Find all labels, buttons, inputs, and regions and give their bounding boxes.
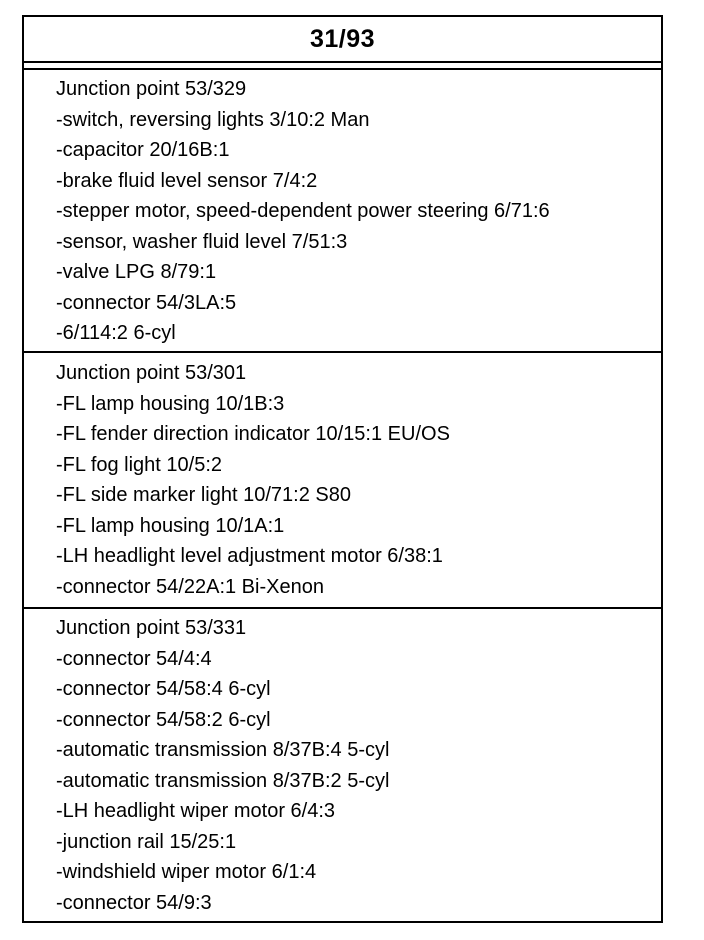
list-item: -connector 54/3LA:5 (56, 291, 237, 314)
list-item: -connector 54/4:4 (56, 647, 212, 670)
page-reference-header (24, 17, 661, 63)
list-item: -connector 54/9:3 (56, 891, 212, 914)
section-title: Junction point 53/331 (56, 617, 247, 639)
section-title: Junction point 53/329 (56, 78, 247, 100)
header-divider (24, 63, 661, 70)
junction-section-53-301 (24, 351, 661, 607)
list-item: -valve LPG 8/79:1 (56, 261, 217, 283)
list-item: -automatic transmission 8/37B:2 5-cyl (56, 769, 390, 792)
list-item: -sensor, washer fluid level 7/51:3 (56, 230, 348, 253)
list-item: -connector 54/58:4 6-cyl (56, 678, 271, 700)
list-item: -FL lamp housing 10/1B:3 (56, 392, 285, 415)
list-item: -FL fog light 10/5:2 (56, 453, 223, 476)
list-item: -FL side marker light 10/71:2 S80 (56, 484, 351, 506)
page-reference-label: 31/93 (309, 24, 376, 53)
list-item: -windshield wiper motor 6/1:4 (56, 861, 317, 883)
list-item: -LH headlight level adjustment motor 6/38:1 (56, 545, 443, 567)
list-item: -FL lamp housing 10/1A:1 (56, 514, 285, 537)
list-item: -6/114:2 6-cyl (56, 322, 176, 344)
list-item: -junction rail 15/25:1 (56, 830, 237, 853)
list-item: -brake fluid level sensor 7/4:2 (56, 169, 318, 192)
junction-point-table (22, 15, 663, 923)
junction-section-53-329 (24, 70, 661, 351)
list-item: -connector 54/58:2 6-cyl (56, 708, 271, 731)
list-item: -FL fender direction indicator 10/15:1 EU/OS (56, 423, 450, 445)
list-item: -LH headlight wiper motor 6/4:3 (56, 800, 336, 822)
list-item: -connector 54/22A:1 Bi-Xenon (56, 575, 324, 598)
section-title: Junction point 53/301 (56, 362, 247, 384)
junction-section-53-331 (24, 607, 661, 919)
list-item: -capacitor 20/16B:1 (56, 139, 230, 161)
list-item: -switch, reversing lights 3/10:2 Man (56, 108, 370, 131)
list-item: -stepper motor, speed-dependent power steering 6/71:6 (56, 200, 550, 222)
list-item: -automatic transmission 8/37B:4 5-cyl (56, 739, 390, 761)
